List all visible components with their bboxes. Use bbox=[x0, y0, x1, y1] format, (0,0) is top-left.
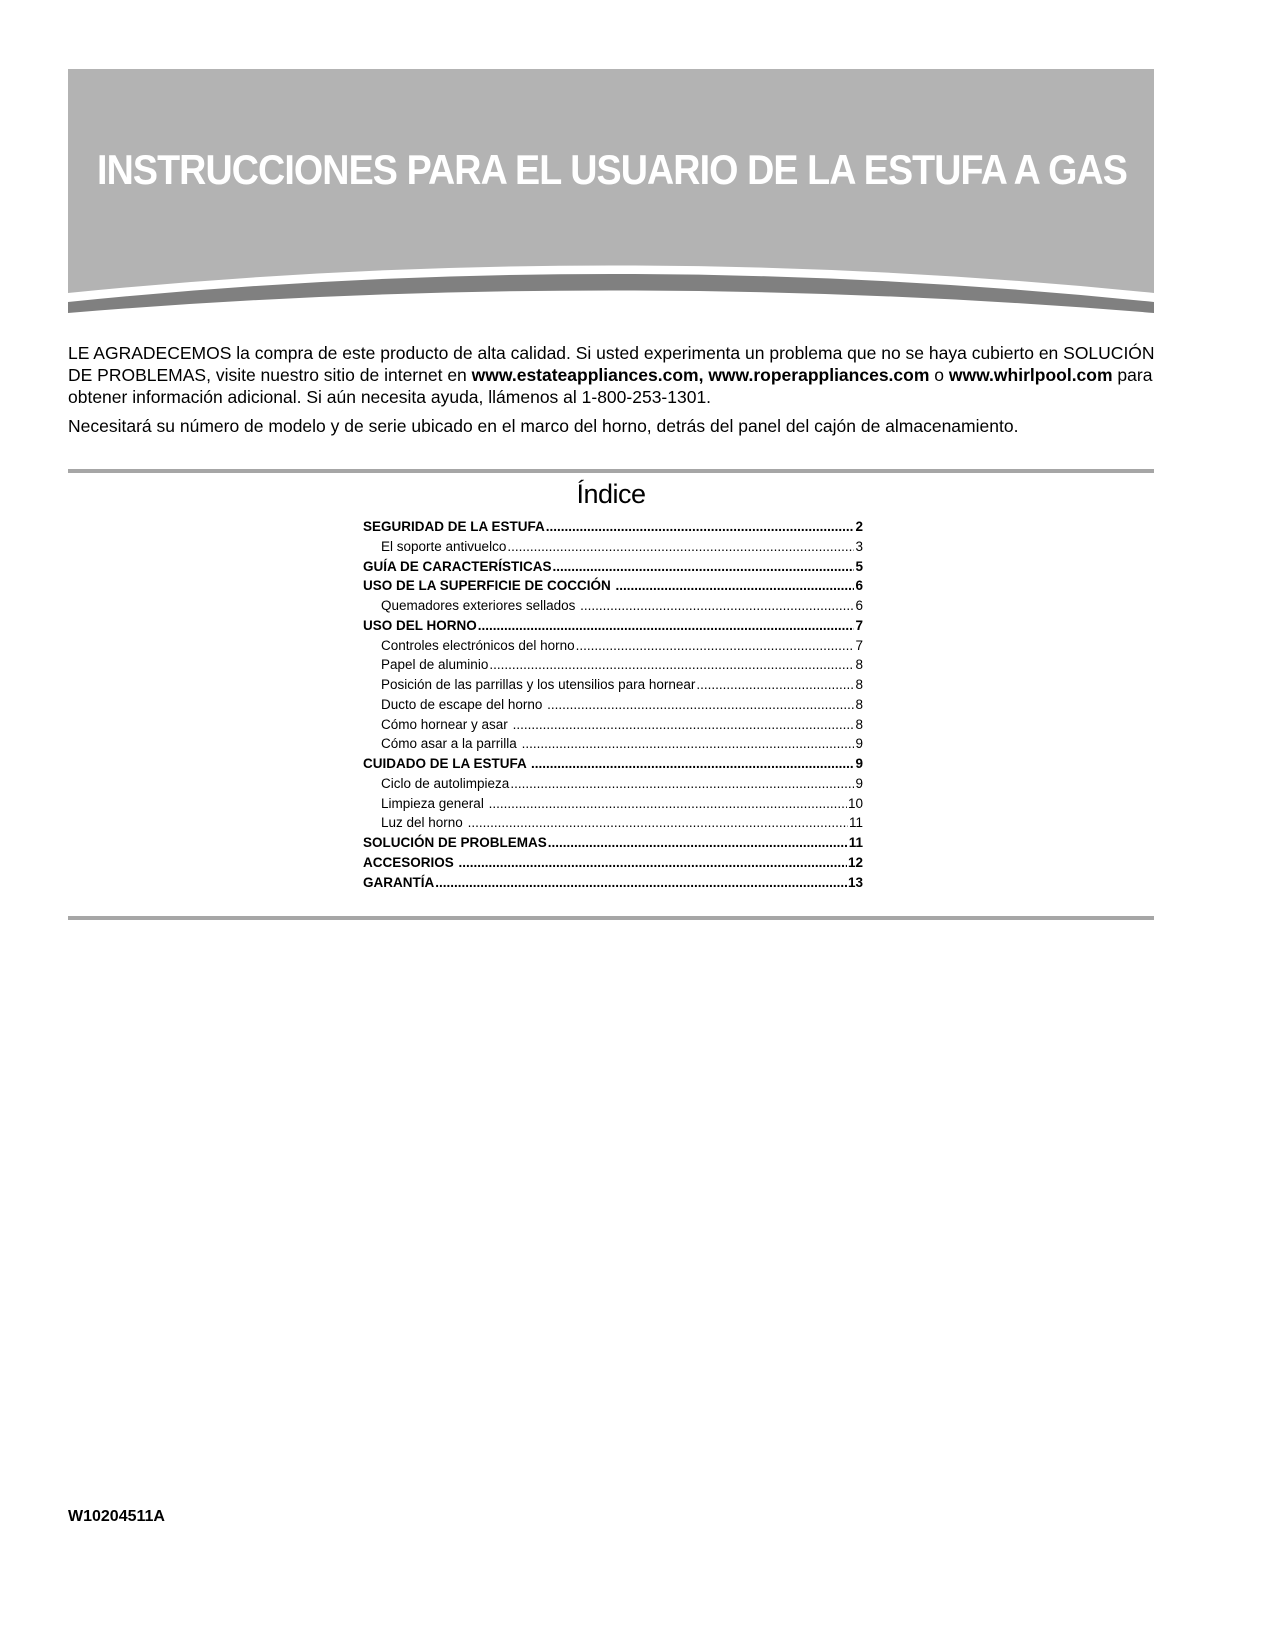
dot-leader bbox=[616, 576, 855, 596]
dot-leader bbox=[478, 616, 855, 636]
intro-text: LE AGRADECEMOS la compra de este producto de alta calidad. Si usted experimenta un problema que no se haya cubierto en SOLUCIÓN DE PROBLEMAS, visite nuestro sitio de internet en bbox=[68, 343, 1155, 385]
dot-leader bbox=[459, 853, 847, 873]
toc-entry-label: SOLUCIÓN DE PROBLEMAS bbox=[363, 835, 547, 850]
toc-entry[interactable] bbox=[363, 596, 863, 616]
toc-entry-label: GUÍA DE CARACTERÍSTICAS bbox=[363, 558, 552, 574]
toc-entry[interactable] bbox=[363, 655, 863, 675]
toc-entry-page: 8 bbox=[855, 716, 863, 732]
toc-entry[interactable] bbox=[363, 813, 863, 833]
toc-entry-page: 11 bbox=[848, 815, 863, 831]
toc-entry-label: GARANTÍA bbox=[363, 874, 435, 890]
toc-entry[interactable] bbox=[363, 616, 863, 636]
dot-leader bbox=[468, 813, 848, 833]
website-links[interactable]: www.estateappliances.com, www.roperappliances.com bbox=[471, 365, 930, 385]
toc-entry[interactable] bbox=[363, 715, 863, 735]
toc-entry-label: Ducto de escape del horno bbox=[381, 696, 547, 712]
toc-entry-page: 6 bbox=[855, 598, 863, 613]
toc-entry[interactable] bbox=[363, 833, 863, 853]
toc-entry-page: 3 bbox=[855, 538, 863, 554]
dot-leader bbox=[489, 655, 854, 675]
toc-entry-label: USO DE LA SUPERFICIE DE COCCIÓN bbox=[363, 578, 615, 594]
dot-leader bbox=[531, 754, 854, 774]
toc-entry-label: CUIDADO DE LA ESTUFA bbox=[363, 756, 531, 771]
dot-leader bbox=[696, 675, 854, 695]
toc-entry[interactable] bbox=[363, 557, 863, 577]
toc-entry[interactable] bbox=[363, 576, 863, 596]
toc-entry-page: 7 bbox=[855, 617, 863, 633]
toc-entry-page: 5 bbox=[855, 558, 863, 574]
toc-entry-page: 7 bbox=[855, 637, 863, 653]
dot-leader bbox=[522, 734, 855, 754]
toc-entry-page: 6 bbox=[855, 578, 863, 594]
toc-entry-page: 9 bbox=[855, 775, 863, 791]
toc-entry-page: 8 bbox=[855, 677, 863, 692]
intro-paragraph bbox=[68, 342, 1158, 408]
toc-entry-page: 13 bbox=[847, 874, 863, 890]
toc-title: Índice bbox=[576, 479, 646, 509]
toc-entry[interactable] bbox=[363, 794, 863, 814]
dot-leader bbox=[513, 715, 855, 735]
toc-entry[interactable] bbox=[363, 636, 863, 656]
toc-entry-label: Papel de aluminio bbox=[381, 657, 489, 673]
page-title: INSTRUCCIONES PARA EL USUARIO DE LA ESTUFA A GAS bbox=[97, 146, 1127, 193]
dot-leader bbox=[553, 557, 855, 577]
toc-entry[interactable] bbox=[363, 754, 863, 774]
banner-dark-band bbox=[68, 274, 1154, 313]
toc-entry[interactable] bbox=[363, 675, 863, 695]
dot-leader bbox=[510, 774, 854, 794]
intro-text: para obtener información adicional. Si aún necesita ayuda, llámenos al 1-800-253-1301. bbox=[68, 365, 1153, 407]
toc-entry[interactable] bbox=[363, 537, 863, 557]
toc-entry-label: Quemadores exteriores sellados bbox=[381, 598, 580, 613]
intro-text: o bbox=[929, 365, 949, 385]
table-of-contents bbox=[363, 517, 863, 892]
dot-leader bbox=[547, 695, 854, 715]
dot-leader bbox=[580, 596, 854, 616]
toc-entry-label: ACCESORIOS bbox=[363, 854, 458, 870]
toc-entry-label: Ciclo de autolimpieza bbox=[381, 775, 510, 791]
toc-entry[interactable] bbox=[363, 695, 863, 715]
dot-leader bbox=[489, 794, 847, 814]
divider bbox=[68, 469, 1154, 473]
dot-leader bbox=[548, 833, 848, 853]
toc-entry-page: 9 bbox=[855, 756, 863, 771]
toc-entry[interactable] bbox=[363, 774, 863, 794]
toc-entry-label: Cómo hornear y asar bbox=[381, 716, 512, 732]
toc-entry-page: 8 bbox=[855, 696, 863, 712]
toc-entry-label: SEGURIDAD DE LA ESTUFA bbox=[363, 519, 545, 534]
toc-entry-page: 12 bbox=[847, 854, 863, 870]
divider bbox=[68, 916, 1154, 920]
toc-entry[interactable] bbox=[363, 853, 863, 873]
part-number: W10204511A bbox=[68, 1508, 165, 1525]
toc-entry-page: 10 bbox=[847, 795, 863, 811]
toc-entry-label: Cómo asar a la parrilla bbox=[381, 736, 521, 752]
toc-entry[interactable] bbox=[363, 873, 863, 893]
dot-leader bbox=[507, 537, 854, 557]
dot-leader bbox=[576, 636, 855, 656]
toc-entry[interactable] bbox=[363, 517, 863, 537]
model-number-note: Necesitará su número de modelo y de serie ubicado en el marco del horno, detrás del panel del cajón de almacenamiento. bbox=[68, 416, 1019, 436]
toc-entry[interactable] bbox=[363, 734, 863, 754]
toc-entry-label: El soporte antivuelco bbox=[381, 538, 507, 554]
toc-entry-label: Luz del horno bbox=[381, 815, 467, 831]
toc-entry-label: USO DEL HORNO bbox=[363, 617, 477, 633]
dot-leader bbox=[546, 517, 855, 537]
whirlpool-link[interactable]: www.whirlpool.com bbox=[948, 365, 1113, 385]
toc-entry-label: Limpieza general bbox=[381, 795, 488, 811]
toc-entry-page: 11 bbox=[848, 835, 863, 850]
toc-entry-label: Controles electrónicos del horno bbox=[381, 637, 575, 653]
dot-leader bbox=[435, 873, 847, 893]
toc-entry-label: Posición de las parrillas y los utensilios para hornear bbox=[381, 677, 696, 692]
toc-entry-page: 8 bbox=[855, 657, 863, 673]
toc-entry-page: 2 bbox=[855, 519, 863, 534]
toc-entry-page: 9 bbox=[855, 736, 863, 752]
